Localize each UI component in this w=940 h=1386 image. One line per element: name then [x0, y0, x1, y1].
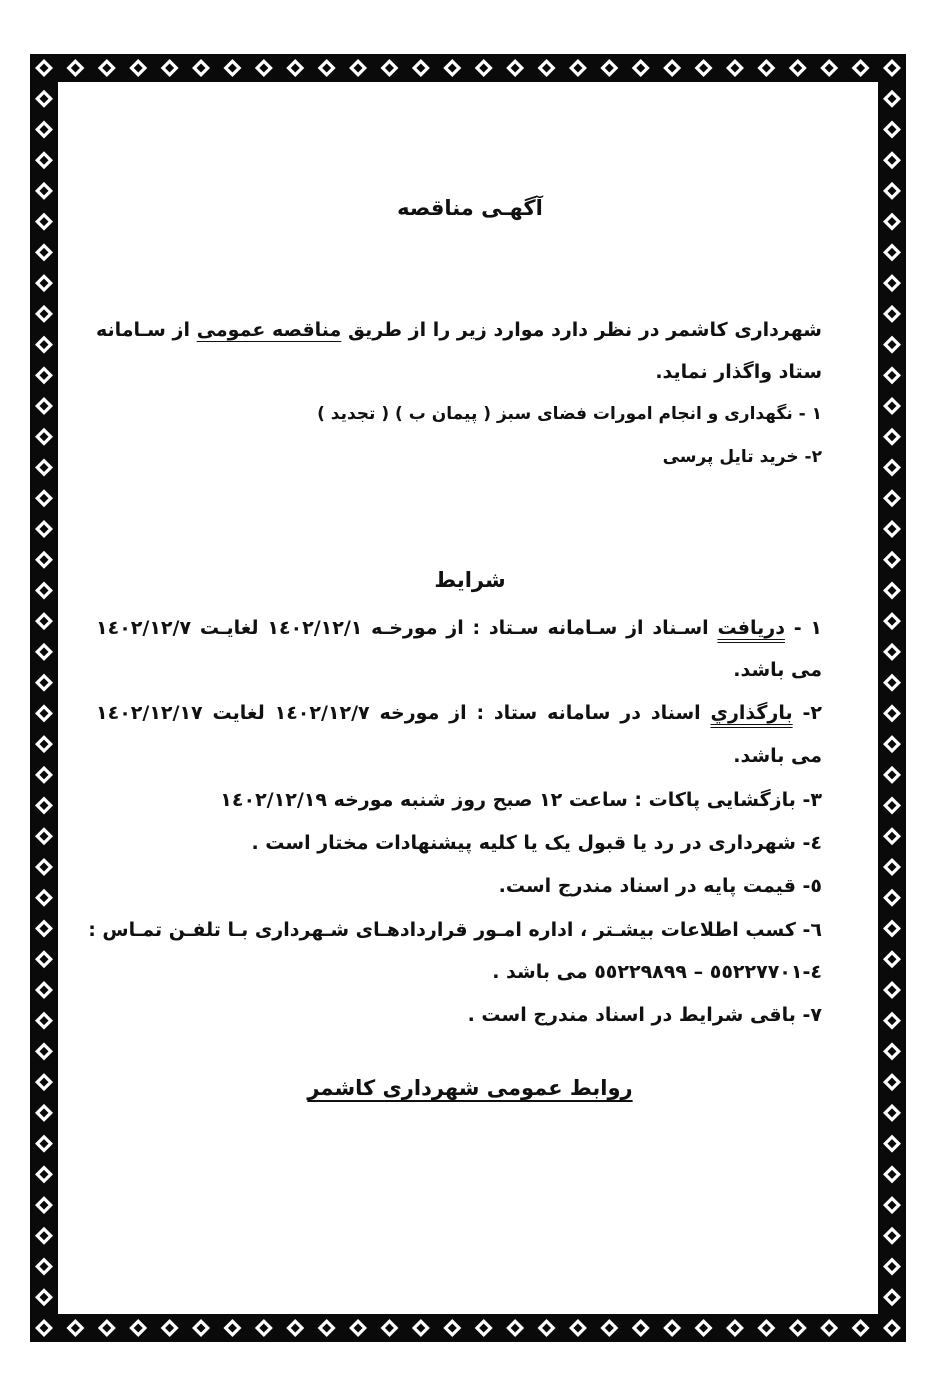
intro-text-a: شهرداری کاشمر در نظر دارد موارد زیر را از طریق: [341, 319, 822, 341]
tender-type-underlined: مناقصه عمومی: [196, 319, 342, 341]
condition-2: [96, 699, 822, 727]
intro-paragraph-line1: [96, 316, 822, 344]
condition-1: [96, 614, 822, 642]
tender-item-1: ١ - نگهداری و انجام امورات فضای سبز ( پیمان ب ) ( تجدید ): [317, 404, 822, 424]
conditions-heading: شرايط: [434, 568, 506, 592]
tender-item-2: ٢- خرید تایل پرسی: [662, 447, 822, 467]
signature-text: روابط عمومی شهرداری کاشمر: [307, 1076, 633, 1100]
condition-6-phones: ٤-٥٥٢٢٧٧٠١ – ٥٥٢٢٩٨٩٩ می باشد .: [492, 961, 822, 983]
condition-3: ٣- بازگشایی پاکات : ساعت ١٢ صبح روز شنبه مورخه ١٤٠٢/١٢/١٩: [220, 789, 822, 811]
condition-2-continuation: می باشد.: [733, 745, 822, 767]
notice-title: آگهـی مناقصه: [397, 196, 543, 220]
condition-4: ٤- شهرداری در رد یا قبول یک یا کلیه پیشنهادات مختار است .: [251, 832, 822, 854]
intro-text-c: از سـامانه: [96, 319, 197, 341]
intro-paragraph-line2: ستاد واگذار نماید.: [655, 361, 822, 383]
condition-1-number: ١ -: [784, 617, 822, 639]
condition-2-keyword: بارگذاري: [710, 702, 793, 724]
condition-2-number: ٢-: [792, 702, 822, 724]
condition-5: ٥- قیمت پایه در اسناد مندرج است.: [498, 875, 822, 897]
condition-7: ٧- باقی شرایط در اسناد مندرج است .: [467, 1004, 822, 1026]
signature: [0, 1076, 940, 1100]
condition-2-text: اسناد در سامانه ستاد : از مورخه ١٤٠٢/١٢/٧ لغایت ١٤٠٢/١٢/١٧: [96, 702, 711, 724]
condition-1-keyword: دریافت: [717, 617, 785, 639]
condition-1-continuation: می باشد.: [733, 659, 822, 681]
condition-1-text: اسـناد از سـامانه سـتاد : از مورخـه ١٤٠٢/١٢/١ لغایـت ١٤٠٢/١٢/٧: [96, 617, 718, 639]
condition-6: ٦- کسب اطلاعات بیشـتر ، اداره امـور قراردادهـای شـهرداری بـا تلفـن تمـاس :: [88, 919, 822, 941]
